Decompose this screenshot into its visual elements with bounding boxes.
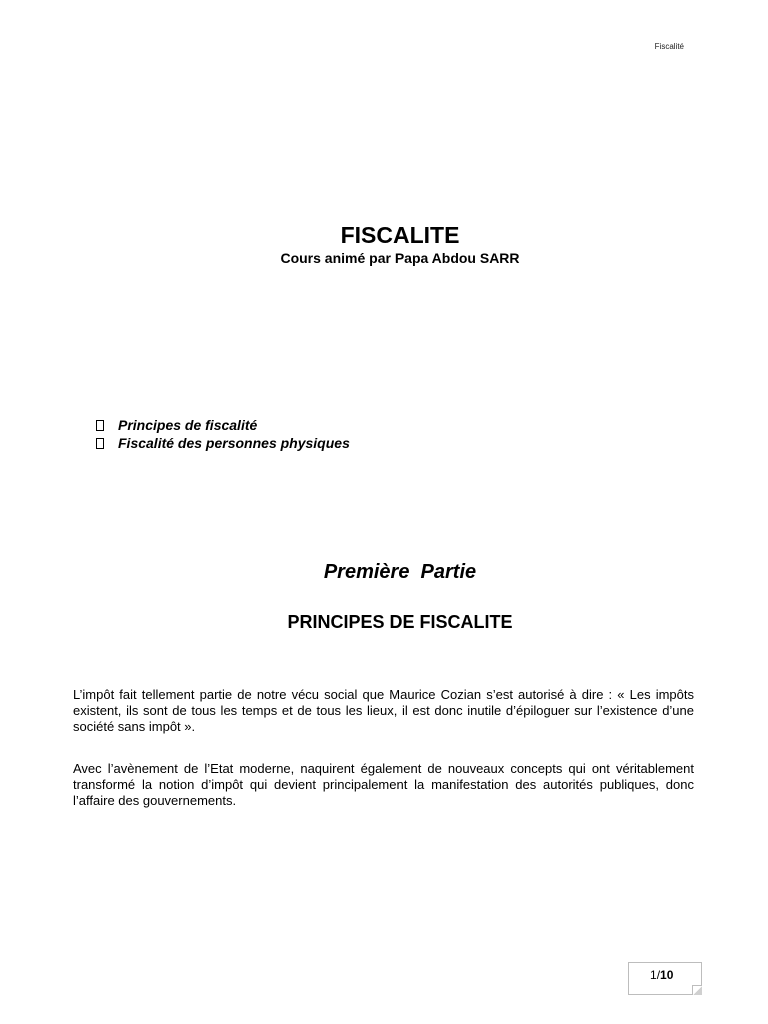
document-title: FISCALITE (340, 222, 460, 248)
part-title: Première Partie (323, 561, 477, 583)
paragraph: Avec l’avènement de l’Etat moderne, naquirent également de nouveaux concepts qui ont véritablement transformé la notion d’impôt qui devient principalement la manifestation des autorités publiques, donc l’affaire des gouvernements. (73, 761, 694, 808)
topic-label: Principes de fiscalité (118, 417, 258, 433)
page-current: 1 (650, 968, 657, 982)
title-block (0, 220, 768, 266)
topic-list (96, 416, 350, 452)
page-separator: / (656, 968, 661, 982)
topic-label: Fiscalité des personnes physiques (118, 435, 350, 451)
bullet-icon (96, 420, 104, 431)
list-item (96, 434, 350, 452)
bullet-icon (96, 438, 104, 449)
page-number-box (628, 962, 702, 995)
list-item (96, 416, 350, 434)
page-number (650, 968, 673, 982)
paragraph: L’impôt fait tellement partie de notre vécu social que Maurice Cozian s’est autorisé à dire : « Les impôts existent, ils sont de tous les temps et de tous les lieux, il est donc inutile d’épiloguer sur l’existence d’une société sans impôt ». (73, 687, 694, 734)
running-header: Fiscalité (654, 42, 684, 51)
page-total: 10 (660, 968, 674, 982)
document-subtitle: Cours animé par Papa Abdou SARR (280, 250, 520, 266)
section-title: PRINCIPES DE FISCALITE (287, 612, 513, 632)
